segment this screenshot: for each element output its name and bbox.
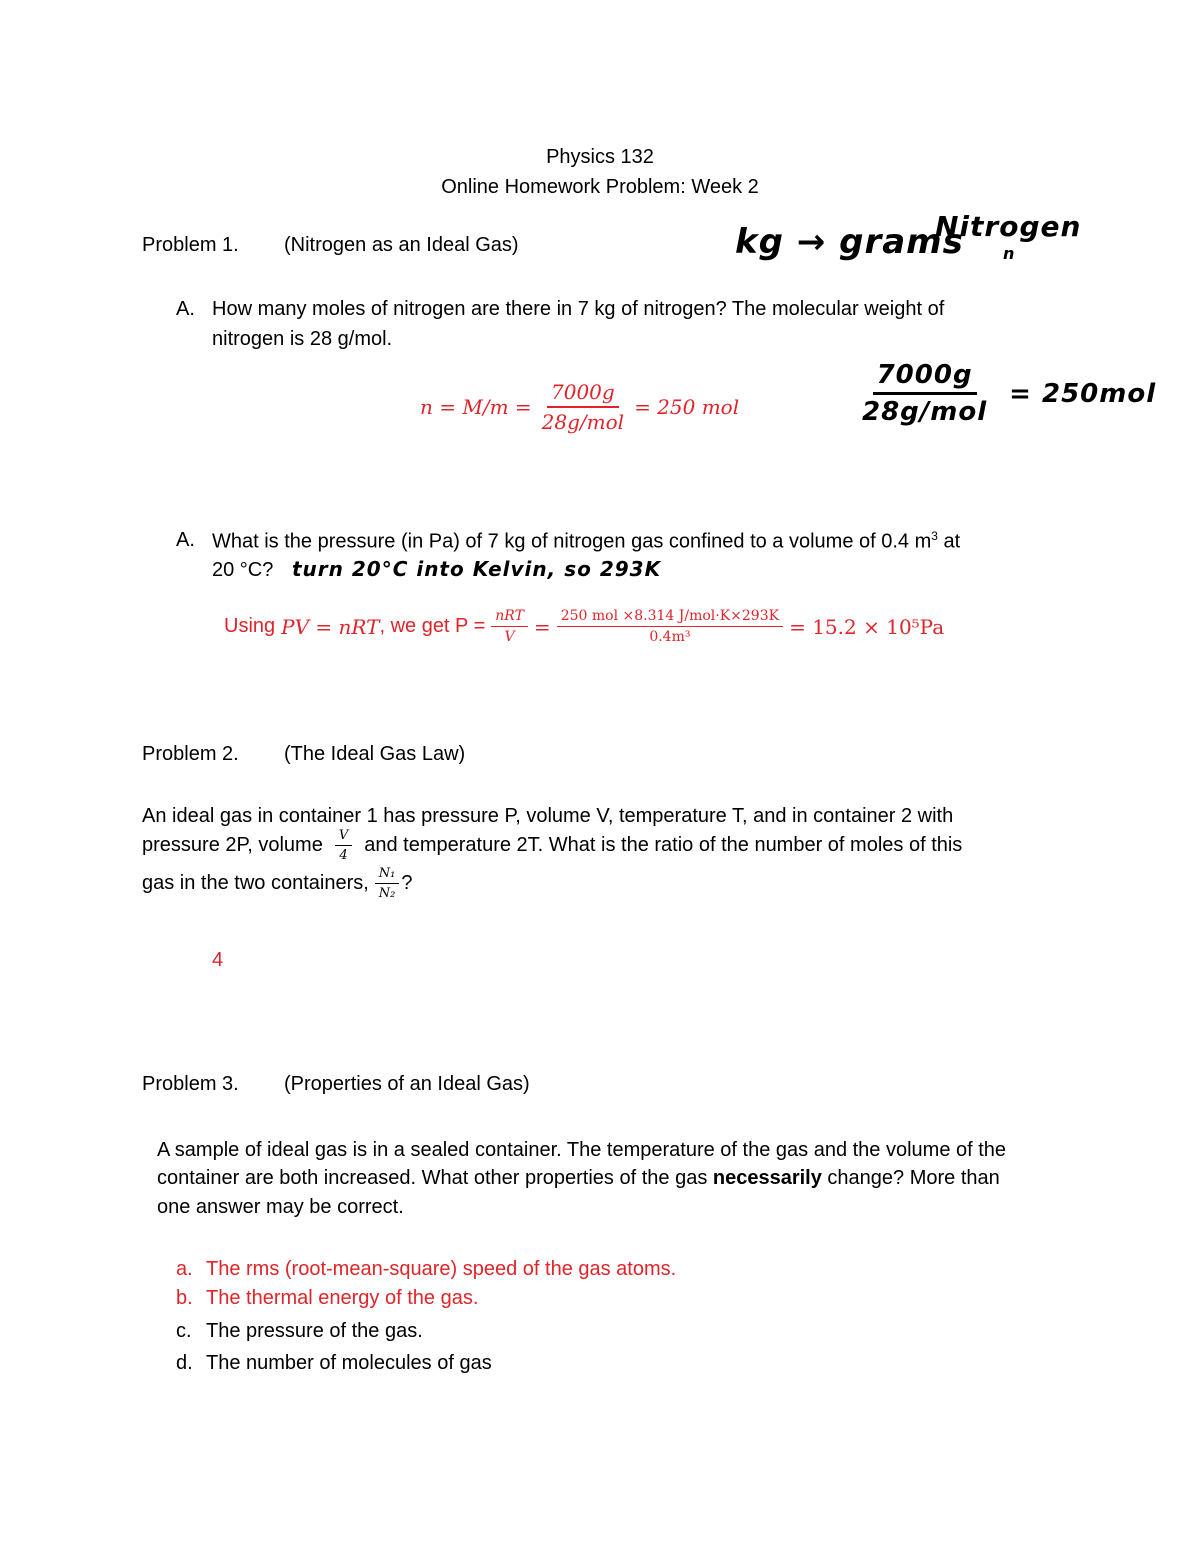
handwritten-numerator: 7000g	[873, 360, 977, 395]
problem2-line2-start: pressure 2P, volume	[142, 834, 323, 856]
handwritten-n-mark: n	[1003, 244, 1016, 263]
handwritten-conversion-note: kg → grams	[735, 222, 964, 262]
problem1-partB-letter: A.	[176, 529, 195, 551]
moles-ratio-fraction	[375, 866, 400, 901]
problem2-line3-start: gas in the two containers,	[142, 872, 369, 894]
handwritten-moles-calculation	[858, 360, 1156, 427]
problem3-line2-start: container are both increased. What other properties of the gas	[157, 1167, 713, 1189]
option-b-letter: b.	[176, 1287, 193, 1309]
handwritten-denominator: 28g/mol	[862, 397, 988, 427]
problem3-line1: A sample of ideal gas is in a sealed container. The temperature of the gas and the volume of the	[157, 1139, 1007, 1161]
pressure-values-denominator: 0.4m³	[649, 629, 691, 645]
problem2-question-mark: ?	[401, 872, 413, 894]
pressure-formula-denominator: V	[504, 629, 515, 645]
problem3-line2-end: change? More than	[821, 1167, 1000, 1189]
moles-equation-lhs: n = M/m =	[420, 395, 532, 419]
problem3-line3: one answer may be correct.	[157, 1196, 404, 1218]
problem2-line3	[142, 866, 413, 901]
pressure-values-numerator: 250 mol ×8.314 J/mol·K×293K	[557, 608, 783, 627]
option-c	[176, 1320, 423, 1343]
volume-fraction-denominator: 4	[339, 848, 348, 863]
option-b	[176, 1287, 478, 1310]
problem1-partA-question-line2: nitrogen is 28 g/mol.	[212, 328, 393, 350]
pressure-formula-numerator: nRT	[491, 608, 528, 627]
problem1-partB-answer: Using PV = nRT , we get P = $\frac{\text{nRT}}{V}$ = $\frac{\text{250 mol ×8.314 J/mol·K×293K}}{\text{0.4m³}}$ = 15.2 × 10⁵Pa	[224, 608, 945, 645]
problem2-line2	[142, 828, 962, 863]
option-a	[176, 1258, 676, 1281]
option-a-text: The rms (root-mean-square) speed of the gas atoms.	[206, 1258, 677, 1280]
handwritten-nitrogen-note: Nitrogen	[935, 210, 1082, 243]
answer-we-get: , we get P =	[379, 615, 486, 637]
problem2-answer: 4	[212, 949, 224, 971]
ideal-gas-equation: PV = nRT	[281, 614, 380, 639]
option-d	[176, 1352, 492, 1375]
option-d-letter: d.	[176, 1352, 193, 1374]
moles-equation-rhs: = 250 mol	[634, 395, 740, 419]
course-title: Physics 132	[546, 146, 654, 168]
necessarily-emphasis: necessarily	[712, 1167, 822, 1189]
option-d-text: The number of molecules of gas	[206, 1352, 492, 1374]
pressure-question-end: at	[937, 530, 961, 553]
handwritten-result: = 250mol	[1009, 378, 1157, 409]
handwritten-fraction	[858, 360, 991, 427]
problem3-line2	[157, 1167, 1000, 1190]
problem3-label: Problem 3.	[142, 1073, 239, 1095]
problem1-partA-answer	[420, 380, 739, 434]
pressure-result: = 15.2 × 10⁵Pa	[789, 614, 945, 639]
problem3-topic: (Properties of an Ideal Gas)	[284, 1073, 530, 1095]
option-c-text: The pressure of the gas.	[206, 1320, 423, 1342]
pressure-question-text: What is the pressure (in Pa) of 7 kg of nitrogen gas confined to a volume of 0.4 m	[212, 530, 932, 553]
problem2-label: Problem 2.	[142, 743, 239, 765]
moles-ratio-numerator: N₁	[375, 866, 400, 884]
option-c-letter: c.	[176, 1320, 192, 1342]
problem2-topic: (The Ideal Gas Law)	[284, 743, 466, 765]
problem1-partA-letter: A.	[176, 298, 195, 320]
moles-ratio-denominator: N₂	[378, 886, 396, 901]
option-b-text: The thermal energy of the gas.	[206, 1287, 479, 1309]
problem1-partB-question-line1	[212, 529, 960, 554]
problem2-line1: An ideal gas in container 1 has pressure P, volume V, temperature T, and in container 2 with	[142, 805, 954, 827]
problem1-label: Problem 1.	[142, 234, 239, 256]
problem1-partB-question-line2: 20 °C?	[212, 559, 274, 581]
pressure-values-fraction	[557, 608, 783, 645]
answer-using-prefix: Using	[224, 615, 276, 637]
moles-fraction	[538, 380, 628, 434]
volume-fraction-numerator: V	[335, 828, 352, 846]
problem1-partA-question-line1: How many moles of nitrogen are there in 7 kg of nitrogen? The molecular weight of	[212, 298, 945, 320]
option-a-letter: a.	[176, 1258, 193, 1280]
problem2-line2-end: and temperature 2T. What is the ratio of the number of moles of this	[364, 834, 963, 856]
pressure-formula-fraction	[491, 608, 528, 645]
handwritten-kelvin-note: turn 20°C into Kelvin, so 293K	[292, 557, 662, 581]
cubic-superscript: 3	[931, 529, 938, 543]
problem1-topic: (Nitrogen as an Ideal Gas)	[284, 234, 519, 256]
moles-fraction-denominator: 28g/mol	[541, 410, 625, 434]
page-subtitle: Online Homework Problem: Week 2	[441, 176, 759, 198]
volume-fraction	[335, 828, 352, 863]
moles-fraction-numerator: 7000g	[547, 380, 619, 408]
